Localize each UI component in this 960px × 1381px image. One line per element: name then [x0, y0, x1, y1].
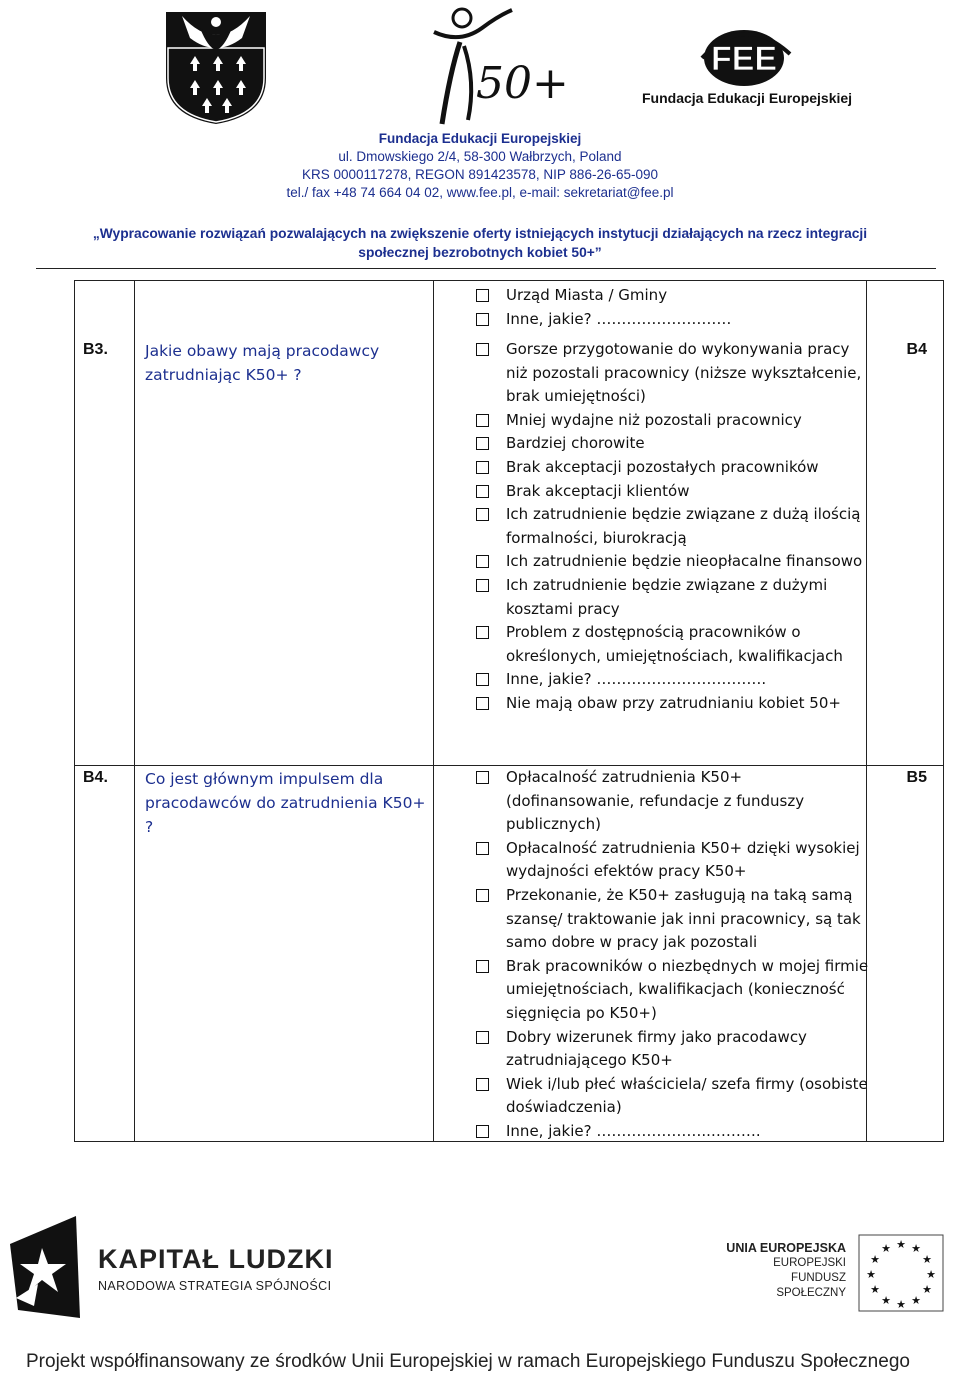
svg-text:★: ★: [881, 1242, 891, 1255]
top-options-list: [475, 284, 870, 331]
option-item[interactable]: Brak akceptacji klientów: [475, 480, 870, 504]
coat-of-arms-icon: [162, 8, 270, 126]
option-item[interactable]: Ich zatrudnienie będzie związane z dużymi kosztami pracy: [475, 574, 870, 621]
checkbox-icon[interactable]: [476, 289, 489, 302]
kapital-ludzki-title: KAPITAŁ LUDZKI: [98, 1244, 334, 1274]
eu-fund-text: [720, 1241, 846, 1301]
svg-text:★: ★: [896, 1238, 906, 1251]
svg-text:★: ★: [870, 1283, 880, 1296]
option-item[interactable]: Inne, jakie? ………………………: [475, 308, 870, 332]
header-divider: [36, 268, 936, 269]
organization-info: [0, 130, 960, 202]
option-item[interactable]: Ich zatrudnienie będzie związane z dużą ilością formalności, biurokracją: [475, 503, 870, 550]
org-address: ul. Dmowskiego 2/4, 58-300 Wałbrzych, Poland: [338, 149, 622, 164]
project-title-line2: społecznej bezrobotnych kobiet 50+”: [358, 245, 602, 260]
option-item[interactable]: Brak pracowników o niezbędnych w mojej firmie umiejętnościach, kwalifikacjach (konieczność sięgnięcia po K50+): [475, 955, 870, 1026]
checkbox-icon[interactable]: [476, 626, 489, 639]
logo-50-text: 50+: [476, 58, 569, 109]
org-registry: KRS 0000117278, REGON 891423578, NIP 886-26-65-090: [302, 167, 658, 182]
svg-text:★: ★: [870, 1253, 880, 1266]
checkbox-icon[interactable]: [476, 313, 489, 326]
answer-options-list: [475, 338, 870, 716]
checkbox-icon[interactable]: [476, 485, 489, 498]
checkbox-icon[interactable]: [476, 343, 489, 356]
answer-options-list: [475, 766, 870, 1144]
option-item[interactable]: Opłacalność zatrudnienia K50+ (dofinansowanie, refundacje z funduszy publicznych): [475, 766, 870, 837]
svg-text:★: ★: [922, 1283, 932, 1296]
checkbox-icon[interactable]: [476, 771, 489, 784]
question-text: Jakie obawy mają pracodawcy zatrudniając K50+ ?: [145, 342, 380, 384]
logo-50-plus-icon: [420, 2, 569, 128]
org-name: Fundacja Edukacji Europejskiej: [378, 131, 582, 146]
svg-text:★: ★: [922, 1253, 932, 1266]
option-item[interactable]: Ich zatrudnienie będzie nieopłacalne finansowo: [475, 550, 870, 574]
checkbox-icon[interactable]: [476, 508, 489, 521]
question-code: B3.: [83, 341, 108, 358]
option-item[interactable]: Bardziej chorowite: [475, 432, 870, 456]
checkbox-icon[interactable]: [476, 1125, 489, 1138]
svg-text:★: ★: [866, 1268, 876, 1281]
project-title: [40, 224, 920, 262]
checkbox-icon[interactable]: [476, 673, 489, 686]
svg-text:★: ★: [926, 1268, 936, 1281]
svg-text:★: ★: [881, 1294, 891, 1307]
checkbox-icon[interactable]: [476, 555, 489, 568]
column-divider: [433, 281, 434, 1141]
option-item[interactable]: Nie mają obaw przy zatrudnianiu kobiet 50+: [475, 692, 870, 716]
eu-flag-icon: [858, 1234, 944, 1312]
option-item[interactable]: Przekonanie, że K50+ zasługują na taką samą szansę/ traktowanie jak inni pracownicy, są tak samo dobre w pracy jak pozostali: [475, 884, 870, 955]
option-item[interactable]: Inne, jakie? …………………………….: [475, 668, 870, 692]
project-title-line1: „Wypracowanie rozwiązań pozwalających na zwiększenie oferty istniejących instytucji działających na rzecz integracji: [92, 226, 868, 241]
next-question-code: B4: [906, 341, 927, 358]
checkbox-icon[interactable]: [476, 960, 489, 973]
option-item[interactable]: Wiek i/lub płeć właściciela/ szefa firmy (osobiste doświadczenia): [475, 1073, 870, 1120]
kapital-ludzki-subtitle: NARODOWA STRATEGIA SPÓJNOŚCI: [98, 1279, 332, 1293]
kapital-ludzki-star-icon: [8, 1214, 90, 1320]
checkbox-icon[interactable]: [476, 697, 489, 710]
checkbox-icon[interactable]: [476, 1078, 489, 1091]
fee-logo-text: FEE: [710, 40, 778, 78]
fee-name: Fundacja Edukacji Europejskiej: [642, 90, 853, 106]
option-item[interactable]: Problem z dostępnością pracowników o określonych, umiejętnościach, kwalifikacjach: [475, 621, 870, 668]
checkbox-icon[interactable]: [476, 889, 489, 902]
eu-line3: FUNDUSZ SPOŁECZNY: [776, 1272, 846, 1299]
svg-text:★: ★: [911, 1242, 921, 1255]
checkbox-icon[interactable]: [476, 1031, 489, 1044]
svg-text:★: ★: [896, 1298, 906, 1311]
option-item[interactable]: Inne, jakie? …………………..……….: [475, 1120, 870, 1144]
option-item[interactable]: Brak akceptacji pozostałych pracowników: [475, 456, 870, 480]
svg-text:★: ★: [911, 1294, 921, 1307]
checkbox-icon[interactable]: [476, 579, 489, 592]
option-item[interactable]: Opłacalność zatrudnienia K50+ dzięki wysokiej wydajności efektów pracy K50+: [475, 837, 870, 884]
option-item[interactable]: Urząd Miasta / Gminy: [475, 284, 870, 308]
option-item[interactable]: Dobry wizerunek firmy jako pracodawcy zatrudniającego K50+: [475, 1026, 870, 1073]
eu-line1: UNIA EUROPEJSKA: [726, 1241, 846, 1255]
question-code: B4.: [83, 769, 108, 786]
checkbox-icon[interactable]: [476, 461, 489, 474]
eu-line2: EUROPEJSKI: [773, 1257, 846, 1269]
cofinancing-statement: Projekt współfinansowany ze środków Unii Europejskiej w ramach Europejskiego Funduszu Społecznego: [26, 1351, 910, 1372]
question-text: Co jest głównym impulsem dla pracodawców do zatrudnienia K50+ ?: [145, 770, 426, 836]
option-item[interactable]: Gorsze przygotowanie do wykonywania pracy niż pozostali pracownicy (niższe wykształcenie, brak umiejętności): [475, 338, 870, 409]
next-question-code: B5: [906, 769, 927, 786]
org-contact: tel./ fax +48 74 664 04 02, www.fee.pl, e-mail: sekretariat@fee.pl: [286, 185, 674, 200]
questionnaire-table: [74, 280, 944, 1142]
column-divider: [134, 281, 135, 1141]
checkbox-icon[interactable]: [476, 414, 489, 427]
checkbox-icon[interactable]: [476, 842, 489, 855]
checkbox-icon[interactable]: [476, 437, 489, 450]
option-item[interactable]: Mniej wydajne niż pozostali pracownicy: [475, 409, 870, 433]
